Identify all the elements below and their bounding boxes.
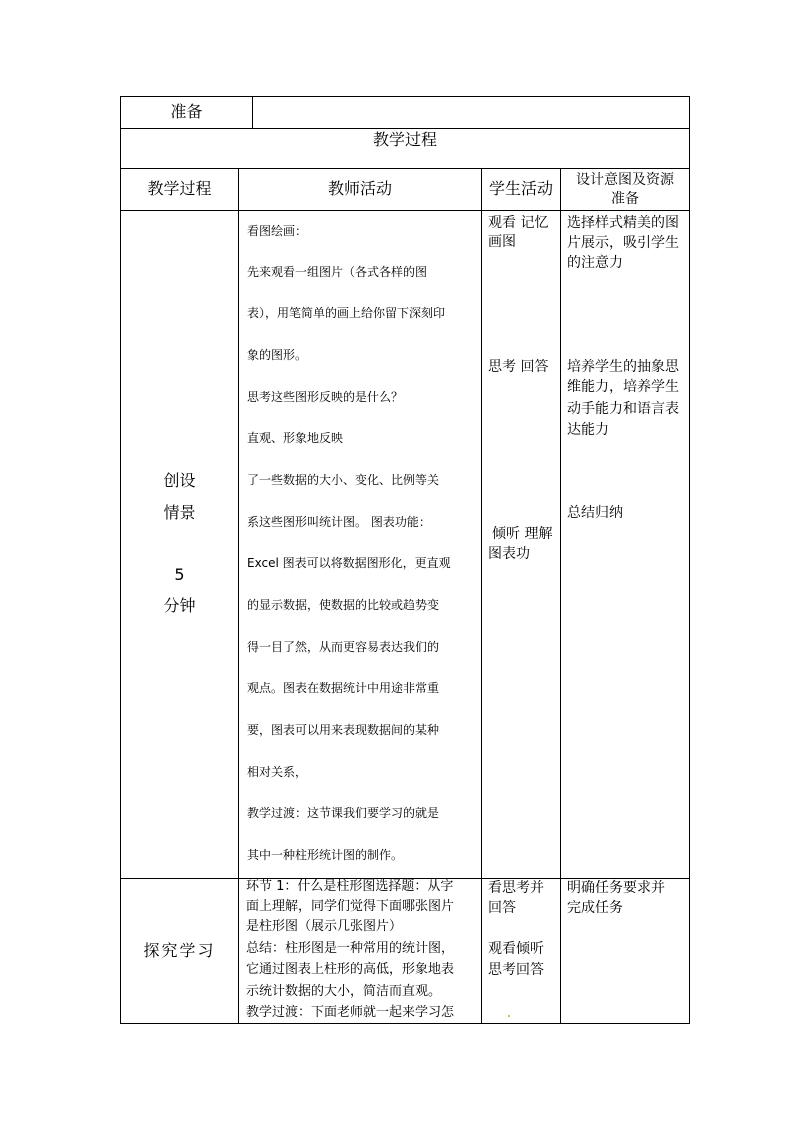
row1-student-a1: 观看 记忆 [488,215,549,231]
border-col3 [560,168,561,1024]
row2-design-line1: 明确任务要求并 [567,880,665,896]
border-h2 [120,168,690,169]
border-top [120,96,690,97]
header-student: 学生活动 [488,179,553,198]
row1-stage-line1: 创设 [163,471,196,490]
row2-teacher-line-2: 面上理解，同学们觉得下面哪张图片 [246,899,455,914]
row1-teacher-line-16: 其中一种柱形统计图的制作。 [247,848,404,862]
border-right [689,96,690,1024]
row1-teacher-line-12: 观点。图表在数据统计中用途非常重 [247,681,440,695]
row1-teacher-line-05: 思考这些图形反映的是什么？ [247,390,404,404]
row1-teacher-line-01: 看图绘画： [247,224,308,238]
row1-teacher-line-09: Excel 图表可以将数据图形化，更直观 [247,556,451,570]
row2-teacher-line-1: 环节 1：什么是柱形图选择题：从字 [246,879,454,894]
row1-teacher-line-13: 要，图表可以用来表现数据间的某种 [247,723,440,737]
row1-design-c1: 总结归纳 [567,505,623,521]
border-left [120,96,121,1024]
row1-stage-line4: 分钟 [163,596,196,615]
header-design-line2: 准备 [611,191,639,207]
row2-student-a1: 看思考并 [488,880,544,896]
row1-teacher-line-14: 相对关系， [247,765,308,779]
row2-teacher-line-6: 示统计数据的大小，简洁而直观。 [246,984,442,999]
border-h1 [120,128,690,129]
border-bottom [120,1023,690,1024]
row1-teacher-line-02: 先来观看一组图片（各式各样的图 [247,265,428,279]
row1-teacher-line-07: 了一些数据的大小、变化、比例等关 [247,473,440,487]
row1-teacher-line-08: 系这些图形叫统计图。 图表功能： [247,515,431,529]
small-dot-mark [508,1015,510,1017]
row2-student-b1: 观看倾听 [488,941,544,957]
row2-student-a2: 回答 [488,900,516,916]
row1-teacher-line-11: 得一目了然，从而更容易表达我们的 [247,640,440,654]
row2-teacher-line-5: 它通过图表上柱形的高低，形象地表 [246,962,455,977]
section-title: 教学过程 [372,130,437,149]
row1-teacher-line-15: 教学过渡：这节课我们要学习的就是 [247,806,440,820]
row1-design-a3: 的注意力 [567,255,623,271]
row2-teacher-line-7: 教学过渡：下面老师就一起来学习怎 [246,1005,455,1020]
row2-stage: 探究学习 [143,941,216,960]
row1-stage-line2: 情景 [163,503,196,522]
header-teacher: 教师活动 [327,179,392,198]
row1-teacher-line-06: 直观、形象地反映 [247,431,344,445]
row1-stage-line3: 5 [174,565,185,584]
row1-teacher-line-10: 的显示数据，使数据的比较或趋势变 [247,598,440,612]
row1-design-a1: 选择样式精美的图 [567,215,679,231]
row2-teacher-line-4: 总结：柱形图是一种常用的统计图， [246,941,455,956]
border-col1 [238,168,239,1024]
row1-design-b1: 培养学生的抽象思 [567,359,679,375]
header-process: 教学过程 [147,179,212,198]
row1-teacher-line-03: 表），用笔简单的画上给你留下深刻印 [247,306,446,320]
row1-teacher-line-04: 象的图形。 [247,348,308,362]
row1-student-a2: 画图 [488,234,516,250]
row2-design-line2: 完成任务 [567,900,623,916]
row1-student-b1: 思考 回答 [488,359,549,375]
row1-design-a2: 片展示，吸引学生 [567,235,679,251]
row2-student-b2: 思考回答 [488,962,544,978]
row1-student-c1: 倾听 理解 [492,526,553,542]
border-prep-divider [252,96,253,129]
border-col2 [481,168,482,1024]
row1-design-b4: 达能力 [567,422,609,438]
header-design-line1: 设计意图及资源 [576,172,674,188]
row2-teacher-line-3: 是柱形图（展示几张图片） [246,919,403,934]
row1-design-b3: 动手能力和语言表 [567,401,679,417]
border-h3 [120,210,690,211]
row1-design-b2: 维能力，培养学生 [567,379,679,395]
prep-label: 准备 [170,102,203,121]
row1-student-c2: 图表功 [488,546,530,562]
